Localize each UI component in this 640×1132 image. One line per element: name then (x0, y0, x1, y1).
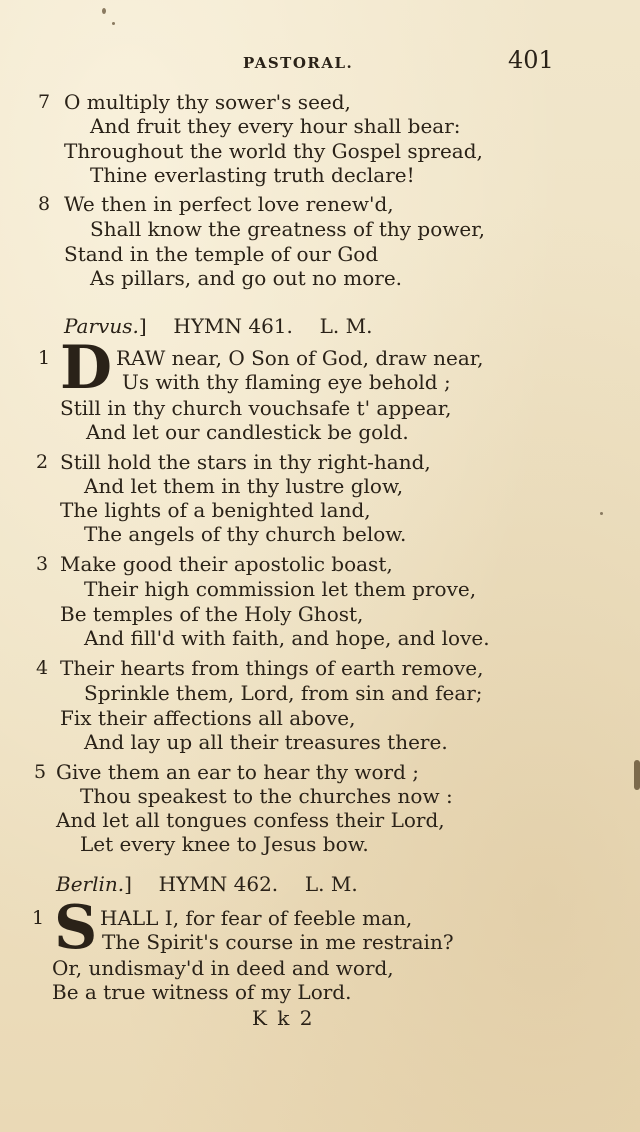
verse-line: Fix their affections all above, (60, 706, 356, 730)
stanza-number: 4 (36, 657, 49, 679)
hymn-title: HYMN 462. (158, 872, 279, 896)
paper-speck (600, 512, 603, 515)
verse-line: Be temples of the Holy Ghost, (60, 602, 364, 626)
paper-speck (634, 760, 640, 790)
stanza-number: 8 (38, 193, 51, 215)
verse-line: And lay up all their treasures there. (84, 730, 448, 754)
stanza-number: 1 (38, 347, 51, 369)
paper-speck (112, 22, 115, 25)
verse-line: Let every knee to Jesus bow. (80, 832, 369, 856)
verse-line: Stand in the temple of our God (64, 242, 379, 266)
verse-line: The angels of thy church below. (84, 522, 407, 546)
verse-line: Thine everlasting truth declare! (90, 163, 415, 187)
verse-line: And let our candlestick be gold. (86, 420, 409, 444)
verse-line: And let all tongues confess their Lord, (56, 808, 445, 832)
verse-line: RAW near, O Son of God, draw near, (116, 346, 484, 370)
verse-line: The lights of a benighted land, (60, 498, 371, 522)
verse-line: Still hold the stars in thy right-hand, (60, 450, 431, 474)
page-number: 401 (508, 46, 554, 74)
verse-line: Us with thy flaming eye behold ; (122, 370, 451, 394)
drop-cap: D (60, 333, 113, 403)
verse-line: And let them in thy lustre glow, (84, 474, 404, 498)
stanza-number: 2 (36, 451, 49, 473)
bracket: ] (138, 314, 147, 338)
tune-name: Parvus. (64, 314, 139, 338)
paper-speck (102, 8, 106, 14)
hymn-heading (56, 872, 358, 896)
verse-line: Sprinkle them, Lord, from sin and fear; (84, 681, 483, 705)
verse-line: Their hearts from things of earth remove, (60, 656, 484, 680)
verse-line: We then in perfect love renew'd, (64, 192, 394, 216)
hymn-title: HYMN 461. (173, 314, 293, 338)
stanza-number: 7 (38, 91, 51, 113)
verse-line: Make good their apostolic boast, (60, 552, 393, 576)
verse-line: Thou speakest to the churches now : (80, 784, 453, 808)
stanza-number: 5 (34, 761, 47, 783)
verse-line: Give them an ear to hear thy word ; (56, 760, 419, 784)
verse-line: The Spirit's course in me restrain? (102, 930, 454, 954)
signature-mark: K k 2 (252, 1006, 315, 1030)
verse-line: Throughout the world thy Gospel spread, (64, 139, 483, 163)
verse-line: Their high commission let them prove, (84, 577, 477, 601)
verse-line: Be a true witness of my Lord. (52, 980, 352, 1004)
bracket: ] (124, 872, 132, 896)
stanza-number: 1 (32, 907, 45, 929)
verse-line: Shall know the greatness of thy power, (90, 217, 485, 241)
tune-name: Berlin. (56, 872, 125, 896)
drop-cap: S (54, 893, 98, 963)
running-title: PASTORAL. (243, 54, 354, 72)
verse-line: And fruit they every hour shall bear: (90, 114, 461, 138)
verse-line: Or, undismay'd in deed and word, (52, 956, 394, 980)
verse-line: As pillars, and go out no more. (90, 266, 403, 290)
hymn-meter: L. M. (319, 314, 373, 338)
verse-line: O multiply thy sower's seed, (64, 90, 351, 114)
stanza-number: 3 (36, 553, 49, 575)
hymn-meter: L. M. (304, 872, 358, 896)
verse-line: HALL I, for fear of feeble man, (100, 906, 413, 930)
verse-line: Still in thy church vouchsafe t' appear, (60, 396, 452, 420)
verse-line: And fill'd with faith, and hope, and love. (84, 626, 490, 650)
